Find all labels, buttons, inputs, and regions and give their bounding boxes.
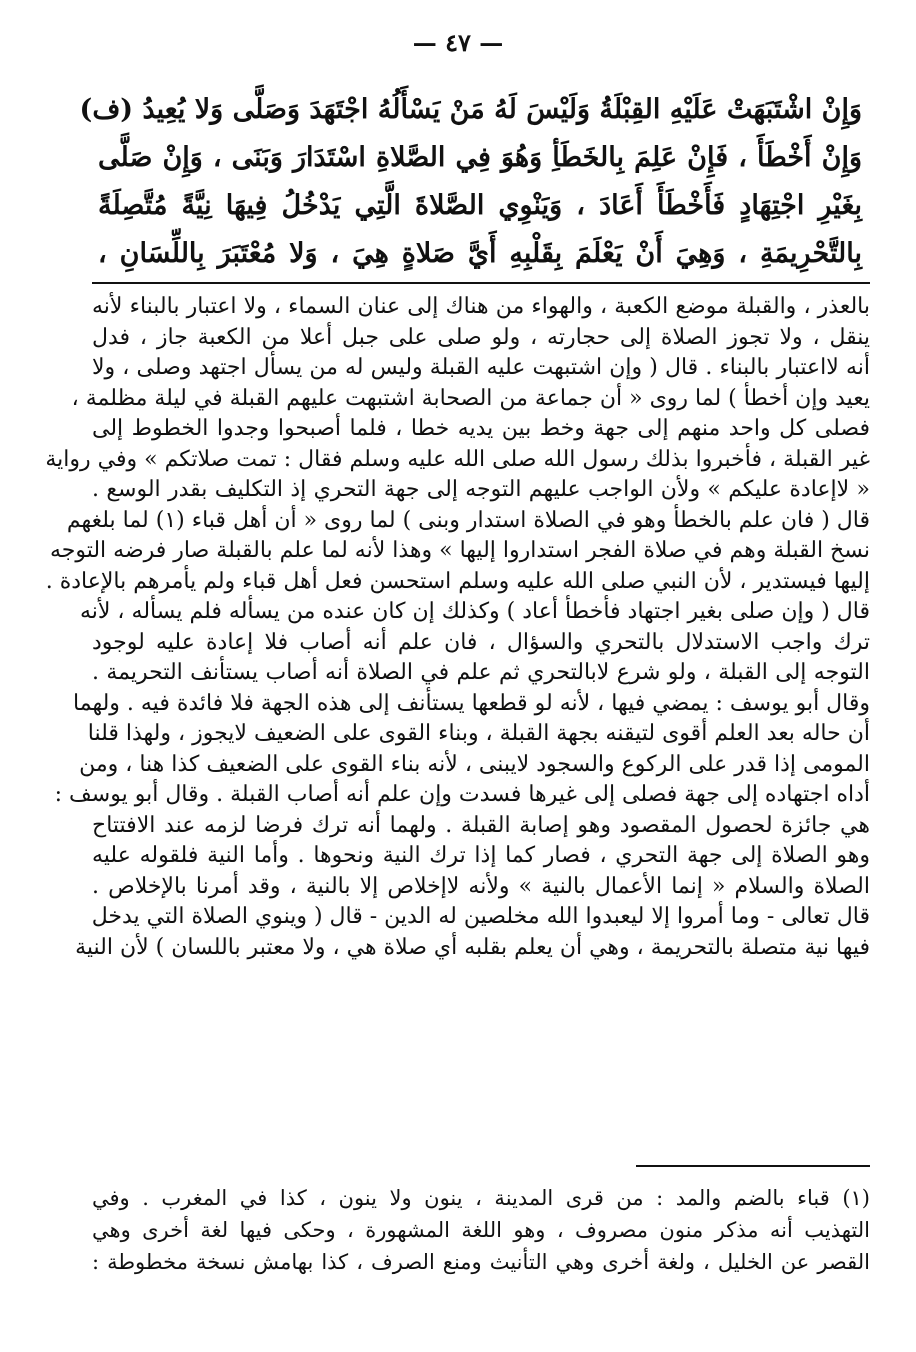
sharh-line: يعيد وإن أخطأ ) لما روى « أن جماعة من الصحابة اشتبهت عليهم القبلة في ليلة مظلمة ، xyxy=(71,385,870,411)
sharh-line: فيها نية متصلة بالتحريمة ، وهي أن يعلم بقلبه أي صلاة هي ، ولا معتبر باللسان ) لأن النية xyxy=(75,934,870,960)
sharh-line: أنه لااعتبار بالبناء . قال ( وإن اشتبهت عليه القبلة وليس له من يسأل اجتهد وصلى ، ولا xyxy=(92,355,870,380)
footnote-line: القصر عن الخليل ، ولغة أخرى وهي التأنيث ومنع الصرف ، كذا بهامش نسخة مخطوطة : xyxy=(92,1250,870,1274)
sharh-line: أن حاله بعد العلم أقوى لتيقنه بجهة القبلة ، وبناء القوى على الضعيف لايجوز ، ولهذا قلنا xyxy=(87,721,870,746)
sharh-line: وهو الصلاة إلى جهة التحري ، فصار كما إذا ترك النية ونحوها . وأما النية فلقوله عليه xyxy=(92,843,870,868)
footnote-separator-rule xyxy=(636,1165,870,1167)
matn-line: بِالتَّحْرِيمَةِ ، وَهِيَ أَنْ يَعْلَمَ بِقَلْبِهِ أَيَّ صَلاةٍ هِيَ ، وَلا مُعْتَبَرَ بِاللِّسَانِ ، xyxy=(98,238,862,269)
matn-line: بِغَيْرِ اجْتِهَادٍ فَأَخْطَأَ أَعَادَ ، وَيَنْوِي الصَّلاةَ الَّتِي يَدْخُلُ فِيهَا نِيَّةً مُتَّصِلَةً xyxy=(98,190,862,221)
sharh-line: إليها فيستدير ، لأن النبي صلى الله عليه وسلم استحسن فعل أهل قباء ولم يأمرهم بالإعادة . xyxy=(45,568,870,594)
page-number: — ٤٧ — xyxy=(412,28,504,57)
sharh-line: الصلاة والسلام « إنما الأعمال بالنية » ولأنه لاإخلاص إلا بالنية ، وقد أمرنا بالإخلاص . xyxy=(92,873,870,899)
sharh-text-block xyxy=(45,292,870,963)
footnote-block xyxy=(92,1182,870,1278)
matn-line: وَإِنْ اشْتَبَهَتْ عَلَيْهِ القِبْلَةُ وَلَيْسَ لَهُ مَنْ يَسْأَلُهُ اجْتَهَدَ وَصَلَّى وَلا يُعِيدُ (ف) xyxy=(79,94,862,125)
sharh-line: التوجه إلى القبلة ، ولو شرع لابالتحري ثم علم في الصلاة أنه أصاب يستأنف التحريمة . xyxy=(92,660,870,685)
sharh-line: بالعذر ، والقبلة موضع الكعبة ، والهواء من هناك إلى عنان السماء ، ولا اعتبار بالبناء لأنه xyxy=(92,294,870,319)
sharh-line: أداه اجتهاده إلى جهة فصلى إلى غيرها فسدت وإن علم أنه أصاب القبلة . وقال أبو يوسف : xyxy=(54,782,870,807)
matn-text-block xyxy=(79,86,862,278)
footnote-line: (١) قباء بالضم والمد : من قرى المدينة ، ينون ولا ينون ، كذا في المغرب . وفي xyxy=(92,1186,870,1210)
sharh-line: هي جائزة لحصول المقصود وهو إصابة القبلة . ولهما أنه ترك فرضا لزمه عند الافتتاح xyxy=(92,812,870,838)
sharh-line: قال ( فان علم بالخطأ وهو في الصلاة استدار وبنى ) لما روى « أن أهل قباء (١) لما بلغهم xyxy=(66,507,870,533)
sharh-line: نسخ القبلة وهم في صلاة الفجر استداروا إليها » وهذا لأنه لما علم بالقبلة صار فرضه التوجه xyxy=(49,538,870,563)
sharh-line: ترك واجب الاستدلال بالتحري والسؤال ، فان علم أنه أصاب فلا إعادة عليه لوجود xyxy=(92,629,870,655)
sharh-line: قال ( وإن صلى بغير اجتهاد فأخطأ أعاد ) وكذلك إن كان عنده من يسأله فلم يسأله ، لأنه xyxy=(79,599,870,624)
sharh-line: غير القبلة ، فأخبروا بذلك رسول الله صلى الله عليه وسلم فقال : تمت صلاتكم » وفي رواية xyxy=(45,446,870,472)
matn-separator-rule xyxy=(92,282,870,284)
footnote-line: التهذيب أنه مذكر منون مصروف ، وهو اللغة المشهورة ، وحكى فيها لغة أخرى وهي xyxy=(92,1218,870,1242)
sharh-line: فصلى كل واحد منهم إلى جهة وخط بين يديه خطا ، فلما أصبحوا وجدوا الخطوط إلى xyxy=(92,416,870,441)
sharh-line: « لاإعادة عليكم » ولأن الواجب عليهم التوجه إلى جهة التحري إذ التكليف بقدر الوسع . xyxy=(92,477,870,502)
sharh-line: ينقل ، ولا تجوز الصلاة إلى حجارته ، ولو صلى على جبل أعلا من الكعبة جاز ، فدل xyxy=(92,324,870,350)
sharh-line: المومى إذا قدر على الركوع والسجود لايبنى ، لأنه بناء القوى على الضعيف كذا هنا ، ومن xyxy=(79,751,870,777)
sharh-line: وقال أبو يوسف : يمضي فيها ، لأنه لو قطعها يستأنف إلى هذه الجهة فلا فائدة فيه . ولهما xyxy=(73,690,870,716)
matn-line: وَإِنْ أَخْطَأَ ، فَإِنْ عَلِمَ بِالخَطَأِ وَهُوَ فِي الصَّلاةِ اسْتَدَارَ وَبَنَى ، وَإِنْ صَلَّى xyxy=(98,142,862,173)
sharh-line: قال تعالى - وما أمروا إلا ليعبدوا الله مخلصين له الدين - قال ( وينوي الصلاة التي يدخل xyxy=(91,904,870,929)
